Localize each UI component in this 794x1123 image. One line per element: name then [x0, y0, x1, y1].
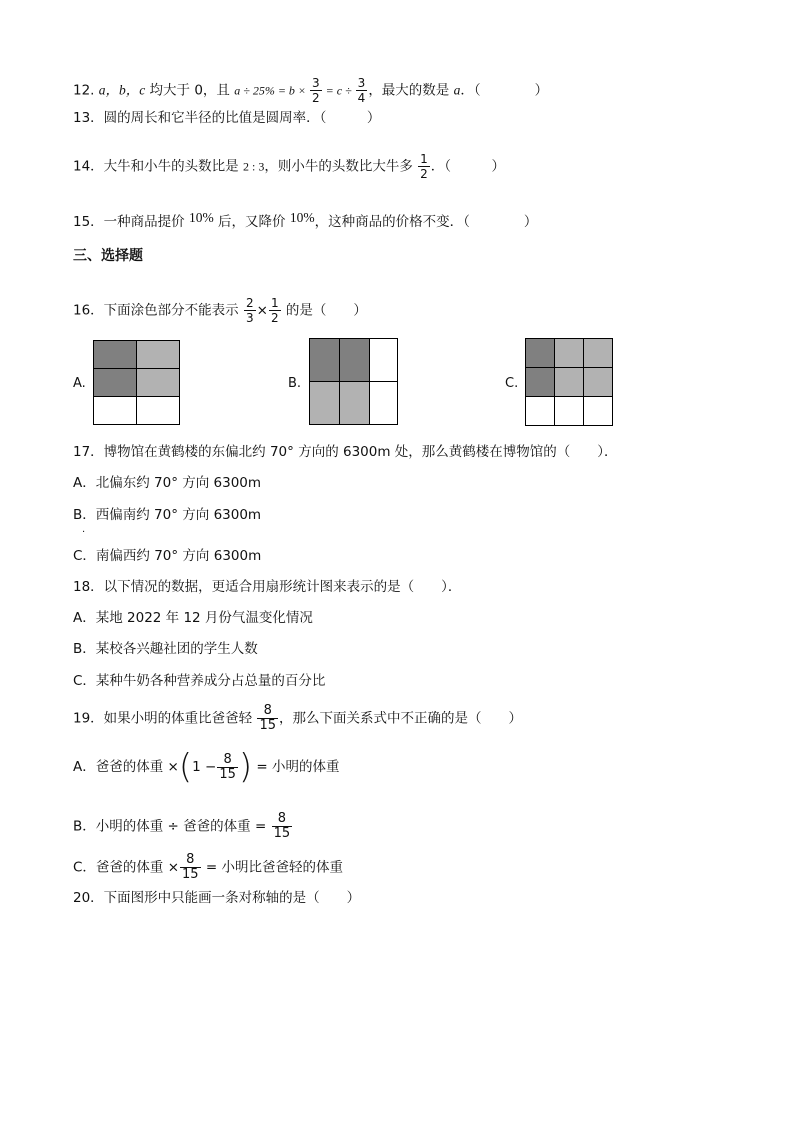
- grid-cell: [137, 369, 180, 397]
- grid-cell: [94, 369, 137, 397]
- q12-fraction-1: $\frac{3}{2}$: [312, 76, 320, 105]
- question-20: [73, 889, 360, 907]
- grid-cell: [340, 339, 370, 382]
- grid-cell: [584, 368, 613, 397]
- q17-option-a[interactable]: [73, 474, 261, 492]
- q18-option-b-text: B．某校各兴趣社团的学生人数: [73, 641, 258, 657]
- grid-cell: [526, 368, 555, 397]
- q15-text2: 后，又降价: [213, 214, 290, 230]
- question-16: [73, 296, 367, 325]
- q16-option-b-grid[interactable]: [309, 338, 398, 425]
- right-paren: ): [238, 747, 253, 787]
- q12-var-a: a: [453, 82, 461, 98]
- q12-vars: a，b，c: [98, 82, 146, 98]
- q19-option-a-fraction: $\frac{8}{15}$: [219, 751, 236, 782]
- q14-ratio: 2 : 3: [242, 159, 265, 174]
- q17-option-a-text: A．北偏东约 70° 方向 6300m: [73, 475, 262, 491]
- q12-text2: ，最大的数是: [368, 82, 454, 99]
- q18-option-c-text: C．某种牛奶各种营养成分占总量的百分比: [73, 673, 326, 689]
- q19-option-b-fraction: $\frac{8}{15}$: [273, 811, 291, 841]
- q19-text2: ，那么下面关系式中不正确的是（ ）: [279, 710, 523, 727]
- grid-cell: [137, 397, 180, 425]
- q12-text3: ．（ ）: [460, 82, 549, 99]
- q19-option-a[interactable]: [73, 747, 340, 787]
- grid-cell: [555, 368, 584, 397]
- q17-option-c[interactable]: [73, 547, 261, 565]
- q16-option-b-label: B.: [288, 376, 302, 391]
- q12-text1: 均大于 0，且: [145, 82, 235, 99]
- q16-option-a-grid[interactable]: [93, 340, 180, 425]
- stray-dot: ·: [82, 527, 86, 538]
- q12-prefix: 12.: [73, 82, 99, 99]
- q20-text: 20．下面图形中只能画一条对称轴的是（ ）: [73, 890, 361, 906]
- grid-cell: [94, 397, 137, 425]
- grid-cell: [94, 341, 137, 369]
- q18-text: 18．以下情况的数据，更适合用扇形统计图来表示的是（ ）．: [73, 579, 462, 595]
- question-17: [73, 443, 618, 461]
- q19-option-a-prefix: A．爸爸的体重 ×: [73, 759, 179, 775]
- q19-option-a-one-minus: 1 −: [192, 759, 217, 775]
- question-12: [73, 76, 548, 105]
- q15-percent-1: 10%: [188, 210, 214, 225]
- q19-option-c-fraction: $\frac{8}{15}$: [182, 852, 199, 882]
- grid-cell: [370, 382, 398, 425]
- q16-times: ×: [256, 302, 268, 319]
- q16-text2: 的是（ ）: [281, 302, 367, 319]
- q19-option-c-suffix: = 小明比爸爸轻的体重: [201, 859, 343, 876]
- q16-option-c-grid[interactable]: [525, 338, 613, 426]
- q16-option-c-label: C.: [505, 376, 519, 391]
- q18-option-b[interactable]: [73, 640, 258, 658]
- q17-option-b[interactable]: [73, 506, 261, 524]
- grid-cell: [526, 339, 555, 368]
- q18-option-a-text: A．某地 2022 年 12 月份气温变化情况: [73, 610, 313, 626]
- section-title: 三、选择题: [73, 248, 143, 264]
- q13-text: 13．圆的周长和它半径的比值是圆周率．（ ）: [73, 110, 381, 126]
- q18-option-c[interactable]: [73, 672, 325, 690]
- q19-option-b-prefix: B．小明的体重 ÷ 爸爸的体重 =: [73, 818, 271, 835]
- question-13: [73, 109, 380, 127]
- grid-cell: [584, 339, 613, 368]
- q19-option-c[interactable]: [73, 853, 343, 882]
- q12-eq-c: = c ÷: [322, 83, 355, 98]
- q16-fraction-2: $\frac{1}{2}$: [270, 296, 279, 325]
- q14-text1: 14．大牛和小牛的头数比是: [73, 158, 243, 175]
- q14-fraction: $\frac{1}{2}$: [420, 152, 428, 181]
- q17-option-c-text: C．南偏西约 70° 方向 6300m: [73, 548, 262, 564]
- grid-cell: [310, 339, 340, 382]
- q12-fraction-2: $\frac{3}{4}$: [357, 76, 366, 105]
- grid-cell: [584, 397, 613, 426]
- q19-fraction: $\frac{8}{15}$: [259, 703, 277, 733]
- q16-option-a-label: A.: [73, 376, 86, 391]
- q16-fraction-1: $\frac{2}{3}$: [245, 296, 254, 325]
- q14-text2: ，则小牛的头数比大牛多: [264, 158, 418, 175]
- q19-text1: 19．如果小明的体重比爸爸轻: [73, 710, 257, 727]
- question-14: [73, 152, 505, 181]
- q15-text1: 15．一种商品提价: [73, 214, 189, 230]
- q12-eq-a: a ÷ 25% = b ×: [234, 83, 310, 98]
- q19-option-b[interactable]: [73, 812, 293, 841]
- question-18: [73, 578, 461, 596]
- grid-cell: [555, 339, 584, 368]
- left-paren: (: [178, 747, 193, 787]
- grid-cell: [310, 382, 340, 425]
- q15-percent-2: 10%: [289, 210, 315, 225]
- grid-cell: [526, 397, 555, 426]
- q19-option-a-suffix: = 小明的体重: [252, 759, 340, 775]
- q16-text1: 16．下面涂色部分不能表示: [73, 302, 243, 319]
- q15-text3: ，这种商品的价格不变．（ ）: [314, 214, 538, 230]
- grid-cell: [370, 339, 398, 382]
- grid-cell: [555, 397, 584, 426]
- q19-option-c-prefix: C．爸爸的体重 ×: [73, 859, 180, 876]
- q17-text: 17．博物馆在黄鹤楼的东偏北约 70° 方向的 6300m 处，那么黄鹤楼在博物馆的（ ）．: [73, 444, 618, 460]
- question-19: [73, 704, 522, 733]
- grid-cell: [340, 382, 370, 425]
- question-15: [73, 209, 537, 231]
- q17-option-b-text: B．西偏南约 70° 方向 6300m: [73, 507, 262, 523]
- q14-text3: ．（ ）: [430, 158, 506, 175]
- q18-option-a[interactable]: [73, 609, 313, 627]
- grid-cell: [137, 341, 180, 369]
